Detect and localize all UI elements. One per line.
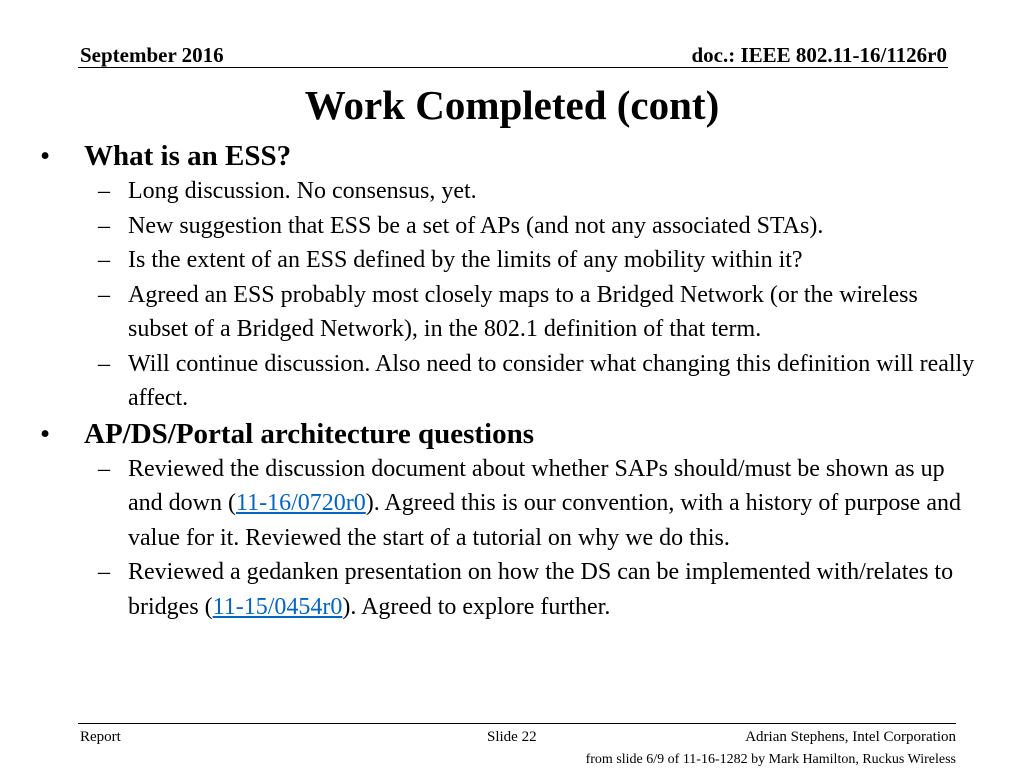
sub-bullet-text: Agreed an ESS probably most closely maps to a Bridged Network (or the wireless subset of a Bridged Network), in the 802.1 definition of that term. (128, 281, 918, 342)
sub-bullet (40, 209, 980, 244)
dash-mark: – (98, 212, 110, 239)
slide-body (40, 138, 980, 624)
sub-bullet-text: New suggestion that ESS be a set of APs (and not any associated STAs). (128, 212, 824, 239)
dash-mark: – (98, 559, 110, 585)
doc-link-11-15-0454r0[interactable]: 11-15/0454r0 (212, 593, 343, 620)
sub-bullet-text-after: ). Agreed this is our convention, with a history of purpose and value for it. Reviewed the start of a tutorial on why we do this. (128, 490, 961, 551)
header-doc-id: doc.: IEEE 802.11-16/1126r0 (691, 43, 947, 67)
footer-source-note: from slide 6/9 of 11-16-1282 by Mark Hamilton, Ruckus Wireless (585, 752, 956, 767)
dash-mark: – (98, 281, 110, 308)
bullet-mark: • (40, 417, 51, 450)
sub-bullet (40, 452, 980, 556)
header-divider (78, 67, 948, 68)
sub-bullet (40, 174, 980, 209)
footer-slide-number: Slide 22 (487, 729, 537, 745)
slide-title: Work Completed (cont) (304, 82, 720, 128)
dash-mark: – (98, 455, 110, 482)
sub-bullet (40, 243, 980, 278)
bullet-architecture-questions (40, 416, 980, 452)
sub-bullet (40, 347, 980, 416)
footer-report-label: Report (80, 729, 121, 745)
sub-bullet (40, 555, 980, 624)
footer-divider (78, 723, 956, 724)
footer-author: Adrian Stephens, Intel Corporation (745, 729, 956, 745)
bullet-what-is-ess (40, 138, 980, 174)
sub-bullet-text-before: Reviewed a gedanken presentation on how the DS can be implemented with/relates to bridges ( (128, 559, 954, 620)
bullet-text: What is an ESS? (84, 140, 292, 172)
dash-mark: – (98, 350, 110, 377)
sub-bullet-text-before: Reviewed the discussion document about whether SAPs should/must be shown as up and down ( (128, 455, 945, 516)
sub-bullet-text: Long discussion. No consensus, yet. (128, 178, 477, 204)
sub-bullet-text-after: ). Agreed to explore further. (342, 593, 611, 620)
dash-mark: – (98, 178, 110, 204)
sub-bullet-text: Is the extent of an ESS defined by the limits of any mobility within it? (128, 247, 803, 273)
header-date: September 2016 (80, 43, 224, 67)
bullet-mark: • (40, 140, 51, 172)
bullet-text: AP/DS/Portal architecture questions (84, 417, 534, 450)
dash-mark: – (98, 247, 110, 273)
doc-link-11-16-0720r0[interactable]: 11-16/0720r0 (235, 490, 366, 516)
sub-bullet-text: Will continue discussion. Also need to consider what changing this definition will really affect. (128, 350, 975, 411)
sub-bullet (40, 278, 980, 347)
